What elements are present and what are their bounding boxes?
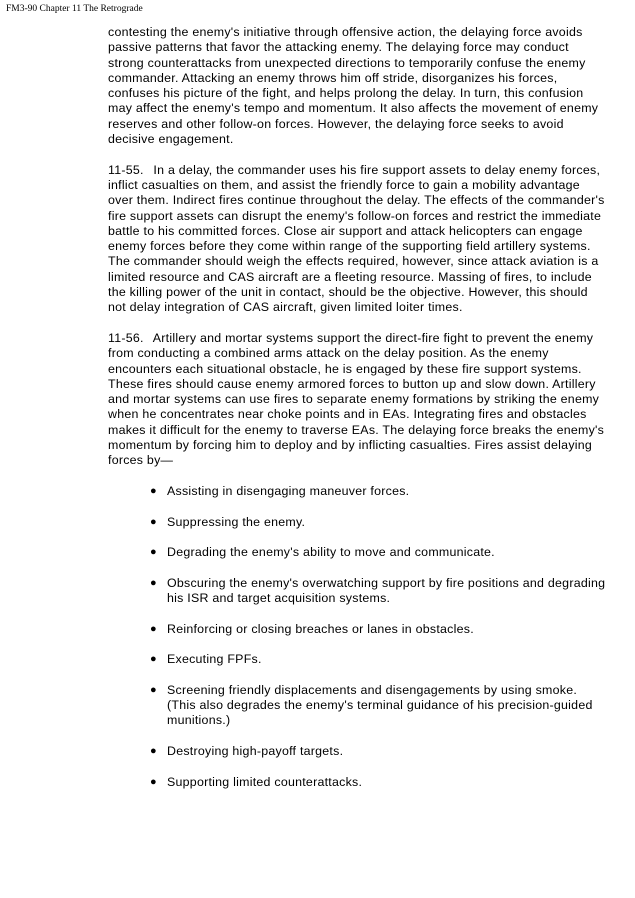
paragraph-number: 11-56. (108, 330, 144, 345)
bullet-icon: ● (150, 484, 157, 497)
list-item (150, 515, 608, 530)
paragraph-number: 11-55. (108, 162, 144, 177)
paragraph-text: In a delay, the commander uses his fire support assets to delay enemy forces, inflict casualties on them, and assist the friendly force to gain a mobility advantage over them. Indirect fires continue throughout the delay. The effects of the commander's fire support assets can disrupt the enemy's follow-on forces and restrict the immediate battle to his committed forces. Close air support and attack helicopters can engage enemy forces before they come within range of the supporting field artillery systems. The commander should weigh the effects required, however, since attack aviation is a limited resource and CAS aircraft are a fleeting resource. Massing of fires, to include the killing power of the unit in contact, should be the objective. However, this should not delay integration of CAS aircraft, given limited loiter times. (108, 162, 605, 315)
list-item (150, 622, 608, 637)
fires-assist-list (108, 484, 608, 790)
continuation-paragraph: contesting the enemy's initiative through offensive action, the delaying force avoids passive patterns that favor the attacking enemy. The delaying force may conduct strong counterattacks from unexpected directions to temporarily confuse the enemy commander. Attacking an enemy throws him off stride, disorganizes his forces, confuses his picture of the fight, and helps prolong the delay. In turn, this confusion may affect the enemy's tempo and momentum. It also affects the movement of enemy reserves and other follow-on forces. However, the delaying force seeks to avoid decisive engagement. (108, 25, 599, 147)
list-item-text: Assisting in disengaging maneuver forces. (167, 483, 410, 498)
list-item (150, 744, 608, 759)
bullet-icon: ● (150, 683, 157, 696)
list-item (150, 775, 608, 790)
list-item-text: Executing FPFs. (167, 652, 262, 667)
list-item-text: Suppressing the enemy. (167, 514, 306, 529)
bullet-icon: ● (150, 775, 157, 788)
list-item-text: Destroying high-payoff targets. (167, 743, 344, 758)
list-item-text: Obscuring the enemy's overwatching support by fire positions and degrading his ISR and target acquisition systems. (167, 575, 606, 605)
paragraph-text: Artillery and mortar systems support the direct-fire fight to prevent the enemy from conducting a combined arms attack on the delay position. As the enemy encounters each situational obstacle, he is engaged by these fire support systems. These fires should cause enemy armored forces to button up and slow down. Artillery and mortar systems can use fires to separate enemy formations by striking the enemy when he concentrates near choke points and in EAs. Integrating fires and obstacles makes it difficult for the enemy to traverse EAs. The delaying force breaks the enemy's momentum by forcing him to deploy and by inflicting casualties. Fires assist delaying forces by— (108, 330, 605, 468)
bullet-icon: ● (150, 546, 157, 559)
list-item-text: Reinforcing or closing breaches or lanes in obstacles. (167, 621, 474, 636)
bullet-icon: ● (150, 653, 157, 666)
paragraph-11-56 (108, 331, 608, 469)
document-body (108, 25, 608, 805)
bullet-icon: ● (150, 576, 157, 589)
list-item (150, 576, 608, 607)
bullet-icon: ● (150, 744, 157, 757)
list-item-text: Screening friendly displacements and disengagements by using smoke. (This also degrades the enemy's terminal guidance of his precision-guided munitions.) (167, 682, 593, 728)
bullet-icon: ● (150, 622, 157, 635)
running-header: FM3-90 Chapter 11 The Retrograde (6, 4, 143, 14)
list-item-text: Degrading the enemy's ability to move and communicate. (167, 545, 495, 560)
list-item (150, 484, 608, 499)
list-item (150, 652, 608, 667)
paragraph-11-55 (108, 163, 608, 316)
list-item-text: Supporting limited counterattacks. (167, 774, 363, 789)
list-item (150, 545, 608, 560)
list-item (150, 683, 608, 729)
bullet-icon: ● (150, 515, 157, 528)
